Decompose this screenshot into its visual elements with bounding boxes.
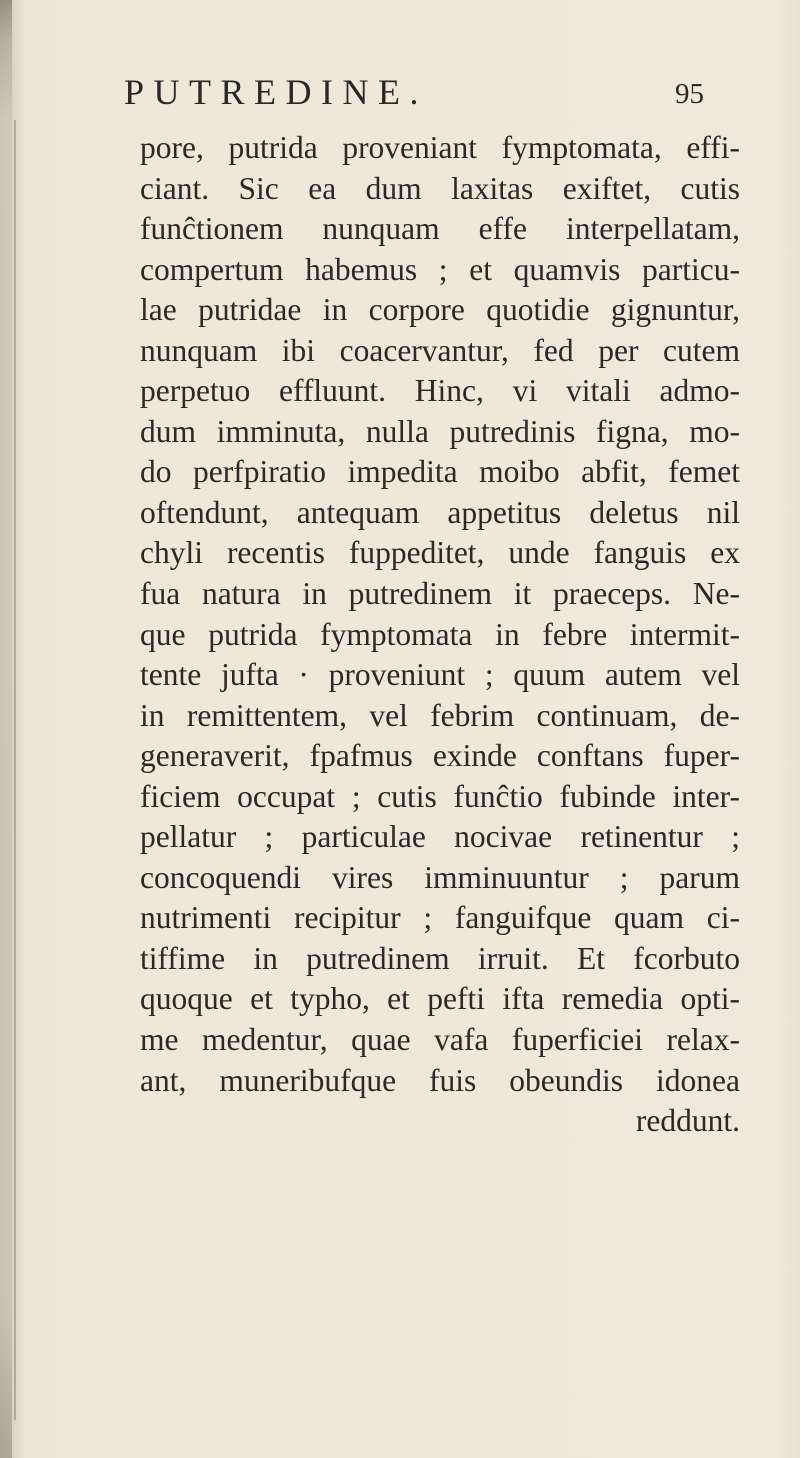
- text-line: generaverit, fpafmus exinde conftans fuper-: [140, 738, 740, 774]
- text-line: quoque et typho, et pefti ifta remedia opti-: [140, 981, 740, 1017]
- text-line-final: reddunt.: [635, 1103, 740, 1139]
- text-line: fua natura in putredinem it praeceps. Ne-: [140, 576, 740, 612]
- body-text: [140, 128, 740, 1142]
- running-title: PUTREDINE.: [124, 72, 428, 112]
- text-line: pellatur ; particulae nocivae retinentur ;: [140, 819, 740, 855]
- page-gutter-shadow: [0, 0, 12, 1458]
- text-line: dum imminuta, nulla putredinis figna, mo-: [140, 413, 740, 449]
- text-line: tiffime in putredinem irruit. Et fcorbuto: [140, 940, 740, 976]
- text-line: pore, putrida proveniant fymptomata, effi-: [140, 130, 740, 165]
- text-line: ciant. Sic ea dum laxitas exiftet, cutis: [140, 170, 740, 206]
- text-line: que putrida fymptomata in febre intermit-: [140, 616, 740, 652]
- text-line: nutrimenti recipitur ; fanguifque quam ci-: [140, 900, 740, 936]
- text-line: tente jufta · proveniunt ; quum autem vel: [140, 657, 740, 693]
- text-line: ant, muneribufque fuis obeundis idonea: [140, 1062, 740, 1098]
- text-line: me medentur, quae vafa fuperficiei relax-: [140, 1022, 740, 1058]
- text-line: lae putridae in corpore quotidie gignuntur,: [140, 292, 740, 328]
- running-head: [124, 72, 704, 112]
- text-line: funĉtionem nunquam effe interpellatam,: [140, 211, 740, 247]
- text-line: compertum habemus ; et quamvis particu-: [140, 251, 740, 287]
- text-line: chyli recentis fuppeditet, unde fanguis ex: [140, 535, 740, 571]
- binding-edge: [14, 120, 16, 1420]
- page-number: 95: [675, 78, 704, 110]
- text-line: do perfpiratio impedita moibo abfit, femet: [140, 454, 740, 490]
- text-line: concoquendi vires imminuuntur ; parum: [140, 859, 740, 895]
- text-line: in remittentem, vel febrim continuam, de-: [140, 697, 740, 733]
- text-line: ficiem occupat ; cutis funĉtio fubinde inter-: [140, 778, 740, 814]
- text-line: oftendunt, antequam appetitus deletus nil: [140, 494, 740, 530]
- text-line: nunquam ibi coacervantur, fed per cutem: [140, 332, 740, 368]
- text-line: perpetuo effluunt. Hinc, vi vitali admo-: [140, 373, 740, 409]
